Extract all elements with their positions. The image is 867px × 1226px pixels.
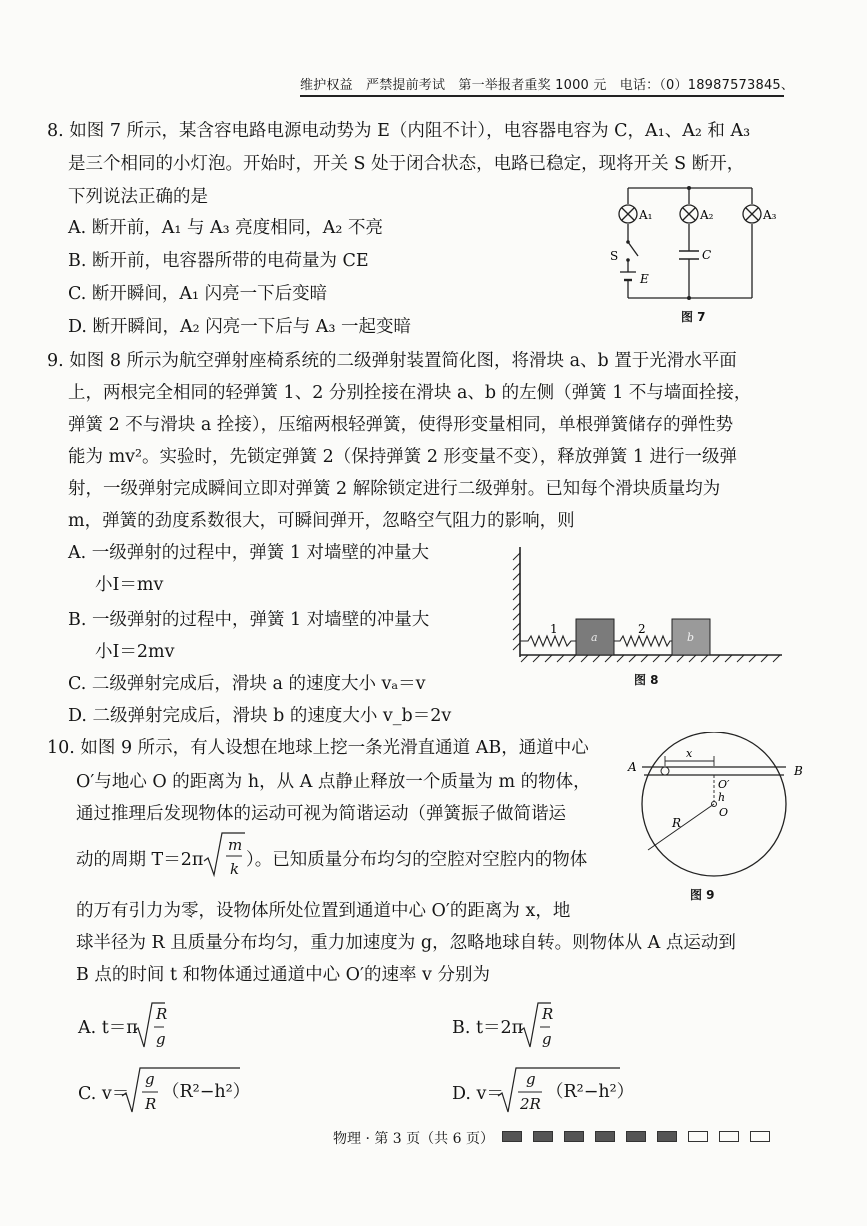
progress-block-empty [719,1131,739,1142]
option-a-numerator: R [156,1005,168,1023]
switch-pivot-icon [626,240,630,244]
lamp-a2-label: A₂ [700,208,714,222]
figure-7-caption: 图 7 [681,310,706,324]
block-a-label: a [591,631,598,644]
option-d-denominator: 2R [520,1095,541,1113]
point-a-label: A [628,760,637,774]
progress-block-filled [502,1131,522,1142]
progress-block-empty [750,1131,770,1142]
q10-option-d-label: D. v＝ [452,1084,504,1104]
header-rule [300,95,784,97]
spring-1-icon [520,636,576,646]
q9-line-6: m，弹簧的劲度系数很大，可瞬间弹开，忽略空气阻力的影响，则 [68,511,575,531]
q9-option-a-line-2: 小I＝mv [95,575,164,595]
figure-8-springs [510,545,785,665]
lamp-a2-icon [680,205,698,223]
object-icon [661,767,669,775]
spring-2-icon [614,636,672,646]
q9-option-a-line-1: A. 一级弹射的过程中，弹簧 1 对墙壁的冲量大 [68,543,430,563]
o-prime-label: O′ [718,778,730,791]
q8-option-a: A. 断开前，A₁ 与 A₃ 亮度相同，A₂ 不亮 [68,218,383,238]
exam-header-notice: 维护权益 严禁提前考试 第一举报者重奖 1000 元 电话：（0）18987573845、 [300,78,795,93]
q9-line-1: 9. 如图 8 所示为航空弹射座椅系统的二级弹射装置简化图，将滑块 a、b 置于光滑水平面 [47,351,737,371]
q9-option-b-line-2: 小I＝2mv [95,642,175,662]
switch-contact-icon [626,258,630,262]
option-c-tail: （R²−h²） [162,1082,251,1102]
block-b-label: b [687,631,695,644]
q9-line-3: 弹簧 2 不与滑块 a 拴接），压缩两根轻弹簧，使得形变量相同，单根弹簧储存的弹性势 [68,415,734,435]
q8-line-1: 8. 如图 7 所示，某含容电路电源电动势为 E（内阻不计），电容器电容为 C，A₁、A₂ 和 A₃ [47,121,751,141]
q9-line-2: 上，两根完全相同的轻弹簧 1、2 分别拴接在滑块 a、b 的左侧（弹簧 1 不与墙面拴接， [68,383,752,403]
page-progress-blocks [502,1131,770,1142]
junction-dot [687,186,691,190]
capacitor-icon [679,251,699,259]
lamp-a3-label: A₃ [763,208,777,222]
period-denominator: k [230,860,240,878]
q10-line-1: 10. 如图 9 所示，有人设想在地球上挖一条光滑直通道 AB，通道中心 [47,738,589,758]
lamp-a3-icon [743,205,761,223]
option-c-numerator: g [145,1070,155,1088]
q10-line-2: O′与地心 O 的距离为 h，从 A 点静止释放一个质量为 m 的物体， [76,772,591,792]
battery-icon [620,272,636,280]
r-label: R [672,816,682,830]
q9-option-b-line-1: B. 一级弹射的过程中，弹簧 1 对墙壁的冲量大 [68,610,430,630]
spring-2-label: 2 [638,622,646,636]
q10-line-5: 球半径为 R 且质量分布均匀，重力加速度为 g，忽略地球自转。则物体从 A 点运动到 [76,933,736,953]
figure-9-caption: 图 9 [690,888,715,902]
q10-period-suffix: ）。已知质量分布均匀的空腔对空腔内的物体 [246,850,588,870]
page-footer: 物理 · 第 3 页（共 6 页） [333,1131,494,1147]
battery-label: E [640,272,649,286]
q9-option-c: C. 二级弹射完成后，滑块 a 的速度大小 vₐ＝v [68,674,426,694]
junction-dot [687,296,691,300]
q10-line-4: 的万有引力为零，设物体所处位置到通道中心 O′的距离为 x，地 [76,901,571,921]
figure-8-caption: 图 8 [634,673,659,687]
progress-block-filled [533,1131,553,1142]
capacitor-label: C [702,248,712,262]
h-label: h [718,791,726,804]
progress-block-filled [595,1131,615,1142]
q8-option-b: B. 断开前，电容器所带的电荷量为 CE [68,251,369,271]
progress-block-filled [564,1131,584,1142]
option-d-tail: （R²−h²） [546,1082,635,1102]
progress-block-filled [657,1131,677,1142]
q9-line-4: 能为 mv²。实验时，先锁定弹簧 2（保持弹簧 2 形变量不变），释放弹簧 1 进行一级弹 [68,447,738,467]
option-a-denominator: g [156,1030,166,1048]
q10-line-6: B 点的时间 t 和物体通过通道中心 O′的速率 v 分别为 [76,965,490,985]
lamp-a1-icon [619,205,637,223]
progress-block-filled [626,1131,646,1142]
q10-option-c-label: C. v＝ [78,1084,130,1104]
progress-block-empty [688,1131,708,1142]
option-d-numerator: g [526,1070,536,1088]
q10-option-b-label: B. t＝2π [452,1018,524,1038]
spring-1-label: 1 [550,622,558,636]
q8-line-3: 下列说法正确的是 [68,187,208,207]
option-c-denominator: R [145,1095,157,1113]
q8-option-c: C. 断开瞬间，A₁ 闪亮一下后变暗 [68,284,328,304]
option-b-numerator: R [542,1005,554,1023]
o-label: O [719,806,729,819]
q9-line-5: 射，一级弹射完成瞬间立即对弹簧 2 解除锁定进行二级弹射。已知每个滑块质量均为 [68,479,721,499]
q8-line-2: 是三个相同的小灯泡。开始时，开关 S 处于闭合状态，电路已稳定，现将开关 S 断开， [68,154,745,174]
x-label: x [686,747,693,760]
q10-period-prefix: 动的周期 T＝2π [76,850,204,870]
point-b-label: B [794,764,803,778]
q8-option-d: D. 断开瞬间，A₂ 闪亮一下后与 A₃ 一起变暗 [68,317,412,337]
figure-7-circuit [600,180,790,325]
switch-label: S [610,249,619,263]
q10-option-a-label: A. t＝π [78,1018,138,1038]
period-numerator: m [228,836,243,854]
figure-9-earth-tunnel [620,732,815,882]
lamp-a1-label: A₁ [639,208,653,222]
q10-line-3: 通过推理后发现物体的运动可视为简谐运动（弹簧振子做简谐运 [76,804,566,824]
q9-option-d: D. 二级弹射完成后，滑块 b 的速度大小 v_b＝2v [68,706,452,726]
option-b-denominator: g [542,1030,552,1048]
